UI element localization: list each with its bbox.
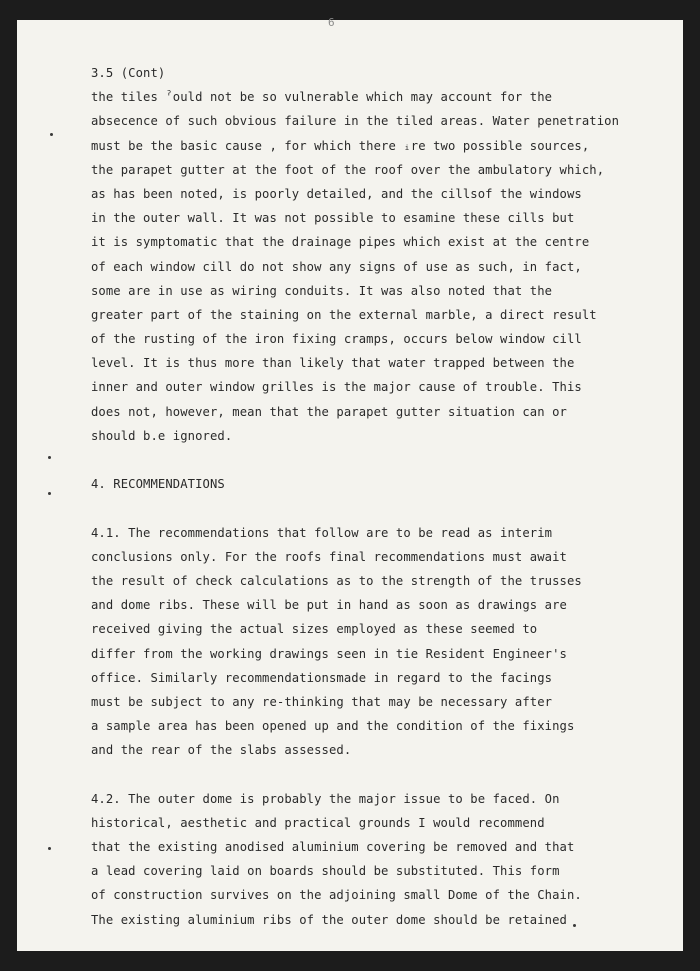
paragraph-3-5-cont	[91, 61, 671, 448]
text-line: of the rusting of the iron fixing cramps, occurs below window cill	[91, 332, 582, 347]
text-line: level. It is thus more than likely that water trapped between the	[91, 356, 575, 371]
text-line: as has been noted, is poorly detailed, and the cillsof the windows	[91, 186, 582, 201]
paragraph-4-1	[91, 521, 671, 763]
text-line: must be subject to any re-thinking that may be necessary after	[91, 694, 553, 709]
text-line: of each window cill do not show any signs of use as such, in fact,	[91, 259, 582, 274]
text-line: some are in use as wiring conduits. It was also noted that the	[91, 283, 553, 298]
text-line: the tiles ˀould not be so vulnerable which may account for the	[91, 90, 553, 105]
text-line: greater part of the staining on the external marble, a direct result	[91, 307, 597, 322]
text-line: should b.e ignored.	[91, 428, 233, 443]
text-line: The existing aluminium ribs of the outer dome should be retained	[91, 912, 567, 927]
blank-line	[91, 762, 671, 786]
text-line: that the existing anodised aluminium covering be removed and that	[91, 840, 575, 854]
text-line: a lead covering laid on boards should be substituted. This form	[91, 864, 560, 879]
page-number: 6	[328, 16, 335, 29]
text-line: the result of check calculations as to the strength of the trusses	[91, 573, 582, 588]
text-line: 4.1. The recommendations that follow are to be read as interim	[91, 525, 553, 540]
blank-line	[91, 496, 671, 520]
text-line: conclusions only. For the roofs final recommendations must await	[91, 549, 567, 564]
text-line: of construction survives on the adjoining small Dome of the Chain.	[91, 888, 582, 903]
typed-text	[91, 61, 671, 932]
text-line: must be the basic cause , for which there ᵢre two possible sources,	[91, 138, 590, 153]
blank-line	[91, 448, 671, 472]
text-line: inner and outer window grilles is the major cause of trouble. This	[91, 380, 582, 395]
text-line: a sample area has been opened up and the condition of the fixings	[91, 719, 575, 734]
margin-mark	[48, 456, 51, 459]
text-line: it is symptomatic that the drainage pipes which exist at the centre	[91, 235, 590, 250]
margin-mark	[48, 847, 51, 850]
text-line: and the rear of the slabs assessed.	[91, 743, 352, 758]
text-line: differ from the working drawings seen in tie Resident Engineer's	[91, 646, 567, 661]
section-label: 3.5 (Cont)	[91, 66, 166, 80]
text-line: received giving the actual sizes employed as these seemed to	[91, 622, 538, 637]
text-line: historical, aesthetic and practical grounds I would recommend	[91, 815, 545, 830]
section-heading	[91, 472, 671, 496]
text-line: and dome ribs. These will be put in hand as soon as drawings are	[91, 598, 567, 613]
text-line: the parapet gutter at the foot of the roof over the ambulatory which,	[91, 162, 605, 177]
text-line: absecence of such obvious failure in the tiled areas. Water penetration	[91, 114, 620, 129]
text-line: does not, however, mean that the parapet gutter situation can or	[91, 404, 567, 419]
margin-mark	[48, 492, 51, 495]
text-line: in the outer wall. It was not possible to esamine these cills but	[91, 211, 575, 226]
paragraph-4-2	[91, 787, 671, 932]
document-page	[17, 16, 683, 951]
text-line: 4.2. The outer dome is probably the major issue to be faced. On	[91, 791, 560, 806]
text-line: office. Similarly recommendationsmade in regard to the facings	[91, 670, 553, 685]
margin-mark	[50, 133, 53, 136]
heading-line: 4. RECOMMENDATIONS	[91, 477, 225, 492]
